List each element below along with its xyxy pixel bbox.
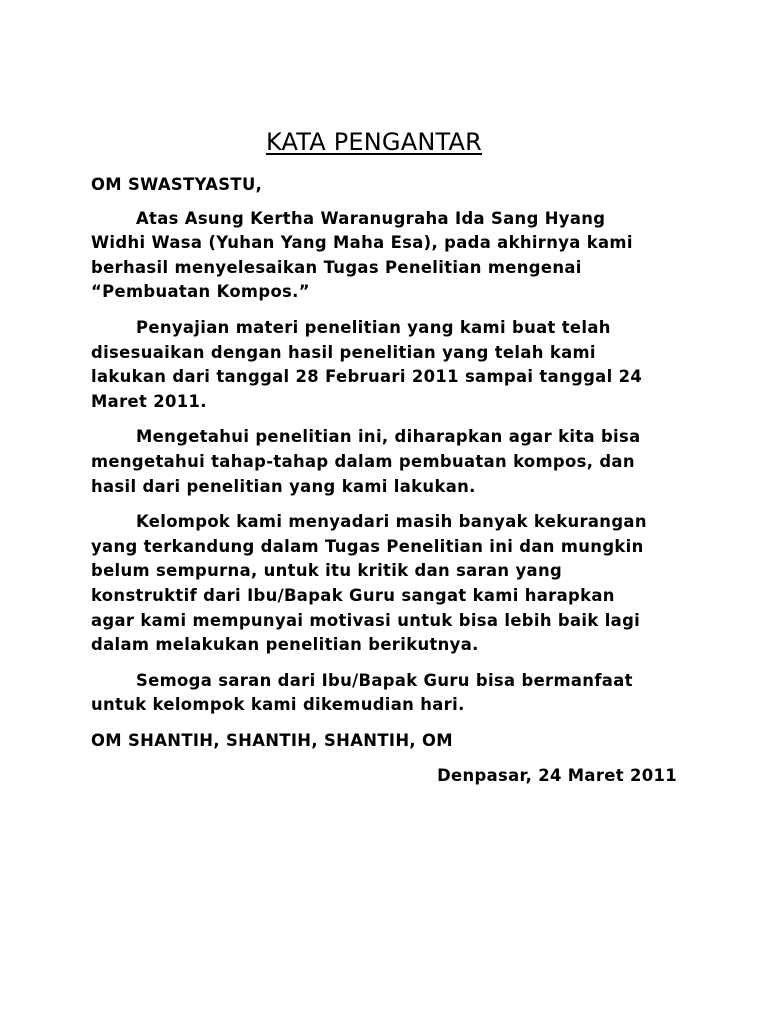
closing-greeting: OM SHANTIH, SHANTIH, SHANTIH, OM: [91, 730, 453, 750]
place-and-date: Denpasar, 24 Maret 2011: [437, 766, 677, 786]
paragraph-5: Semoga saran dari Ibu/Bapak Guru bisa bermanfaat untuk kelompok kami dikemudian hari.: [91, 670, 633, 715]
paragraph-2: Penyajian materi penelitian yang kami buat telah disesuaikan dengan hasil penelitian yang telah kami lakukan dari tanggal 28 Februari 2011 sampai tanggal 24 Maret 2011.: [91, 317, 643, 411]
paragraph-4: Kelompok kami menyadari masih banyak kekurangan yang terkandung dalam Tugas Penelitian ini dan mungkin belum sempurna, untuk itu kritik dan saran yang konstruktif dari Ibu/Bapak Guru sangat kami harapkan agar kami mempunyai motivasi untuk bisa lebih baik lagi dalam melakukan penelitian berikutnya.: [91, 512, 647, 655]
paragraph-3: Mengetahui penelitian ini, diharapkan agar kita bisa mengetahui tahap-tahap dalam pembuatan kompos, dan hasil dari penelitian yang kami lakukan.: [91, 427, 641, 496]
page-title: KATA PENGANTAR: [266, 128, 482, 156]
document-page: [91, 0, 681, 789]
opening-greeting: OM SWASTYASTU,: [91, 175, 263, 194]
paragraph-1: Atas Asung Kertha Waranugraha Ida Sang Hyang Widhi Wasa (Yuhan Yang Maha Esa), pada akhirnya kami berhasil menyelesaikan Tugas Penelitian mengenai “Pembuatan Kompos.”: [91, 208, 633, 302]
